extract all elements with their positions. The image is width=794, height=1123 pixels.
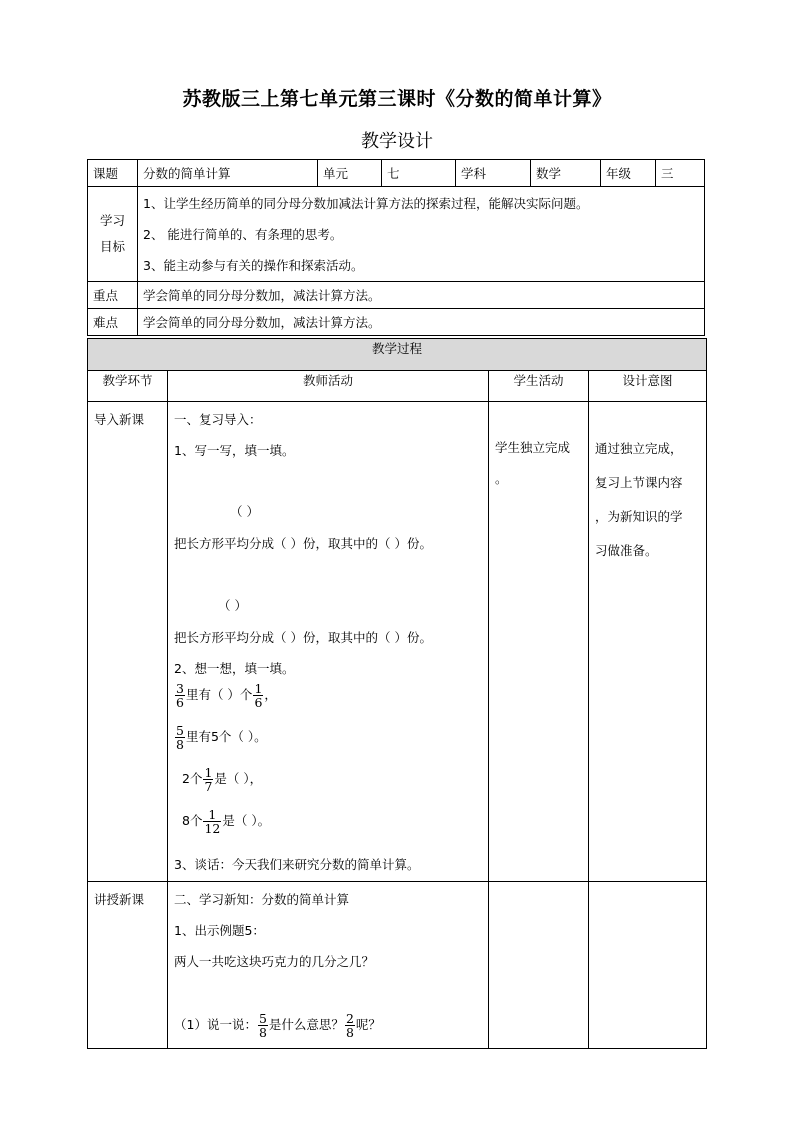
fraction: $\frac{5}{8}$ xyxy=(176,723,184,752)
intro-question-1: $\frac{3}{6}$ 里有（ ）个 $\frac{1}{6}$ ， xyxy=(176,681,277,710)
intro-fill-2: 把长方形平均分成（ ）份，取其中的（ ）份。 xyxy=(174,630,432,645)
stage-label: 讲授新课 xyxy=(94,892,145,907)
student-activity-text: 学生独立完成 。 xyxy=(495,440,571,486)
lesson-info-table xyxy=(87,159,705,336)
teaching-process-table xyxy=(87,338,707,1049)
fraction: $\frac{1}{12}$ xyxy=(204,807,221,836)
goals-list xyxy=(138,187,705,282)
stage-intro xyxy=(88,402,168,882)
fraction: $\frac{1}{7}$ xyxy=(204,765,213,794)
topic-label: 课题 xyxy=(88,160,138,187)
grade-value: 三 xyxy=(656,160,705,187)
process-column-header-row xyxy=(88,371,707,402)
process-row-intro xyxy=(88,402,707,882)
topic-value: 分数的简单计算 xyxy=(138,160,318,187)
goal-item: 1、让学生经历简单的同分母分数加减法计算方法的探索过程，能解决实际问题。 xyxy=(143,195,589,211)
intro-question-4: 8个 $\frac{1}{12}$ 是（ ）。 xyxy=(182,807,271,836)
design-intent-intro xyxy=(589,402,707,882)
goals-label-line: 学习 xyxy=(99,213,125,228)
teach-example: 1、出示例题5： xyxy=(174,923,265,938)
fraction: $\frac{1}{6}$ xyxy=(254,681,263,710)
teacher-activity-intro xyxy=(168,402,489,882)
intro-blank-2: （ ） xyxy=(218,598,247,613)
document-subtitle: 教学设计 xyxy=(361,131,433,152)
grade-label: 年级 xyxy=(601,160,656,187)
intro-question-3: 2个 $\frac{1}{7}$ 是（ ）， xyxy=(182,765,263,794)
design-intent-teach xyxy=(589,882,707,1049)
key-label: 重点 xyxy=(88,282,138,309)
info-row-goals xyxy=(88,187,705,282)
goals-label xyxy=(88,187,138,282)
goal-item: 2、 能进行简单的、有条理的思考。 xyxy=(143,226,343,242)
intro-task-1: 1、写一写，填一填。 xyxy=(174,443,295,458)
process-header-row xyxy=(88,339,707,371)
fraction: $\frac{3}{6}$ xyxy=(176,681,184,710)
column-header-student: 学生活动 xyxy=(489,371,589,402)
fraction: $\frac{2}{8}$ xyxy=(345,1011,354,1040)
unit-label: 单元 xyxy=(318,160,382,187)
intro-fill-1: 把长方形平均分成（ ）份，取其中的（ ）份。 xyxy=(174,536,432,551)
stage-teach xyxy=(88,882,168,1049)
process-row-teach xyxy=(88,882,707,1049)
goals-label-line: 目标 xyxy=(99,239,125,254)
unit-value: 七 xyxy=(382,160,456,187)
intro-heading: 一、复习导入： xyxy=(174,412,262,427)
column-header-stage: 教学环节 xyxy=(88,371,168,402)
stage-label: 导入新课 xyxy=(94,412,145,427)
fraction: $\frac{5}{8}$ xyxy=(258,1011,267,1040)
info-row-difficulty xyxy=(88,309,705,336)
subject-label: 学科 xyxy=(456,160,531,187)
teach-heading: 二、学习新知：分数的简单计算 xyxy=(174,892,350,907)
column-header-intent: 设计意图 xyxy=(589,371,707,402)
column-header-teacher: 教师活动 xyxy=(168,371,489,402)
info-row-key xyxy=(88,282,705,309)
process-header: 教学过程 xyxy=(88,339,707,371)
intro-question-2: $\frac{5}{8}$ 里有5个（ ）。 xyxy=(176,723,267,752)
teach-question: 两人一共吃这块巧克力的几分之几？ xyxy=(174,954,375,969)
intro-blank-1: （ ） xyxy=(230,504,259,519)
student-activity-teach xyxy=(489,882,589,1049)
key-value: 学会简单的同分母分数加，减法计算方法。 xyxy=(138,282,705,309)
difficulty-label: 难点 xyxy=(88,309,138,336)
goal-item: 3、能主动参与有关的操作和探索活动。 xyxy=(143,257,364,273)
intro-task-2: 2、想一想，填一填。 xyxy=(174,661,295,676)
teach-discuss: （1）说一说： $\frac{5}{8}$ 是什么意思？ $\frac{2}{8}$ 呢？ xyxy=(174,1011,381,1040)
intro-talk: 3、谈话：今天我们来研究分数的简单计算。 xyxy=(174,857,420,872)
design-intent-text: 通过独立完成， 复习上节课内容 ，为新知识的学 习做准备。 xyxy=(595,441,683,558)
info-row-topic xyxy=(88,160,705,187)
document-title: 苏教版三上第七单元第三课时《分数的简单计算》 xyxy=(182,88,612,110)
subject-value: 数学 xyxy=(531,160,601,187)
difficulty-value: 学会简单的同分母分数加，减法计算方法。 xyxy=(138,309,705,336)
teacher-activity-teach xyxy=(168,882,489,1049)
student-activity-intro xyxy=(489,402,589,882)
